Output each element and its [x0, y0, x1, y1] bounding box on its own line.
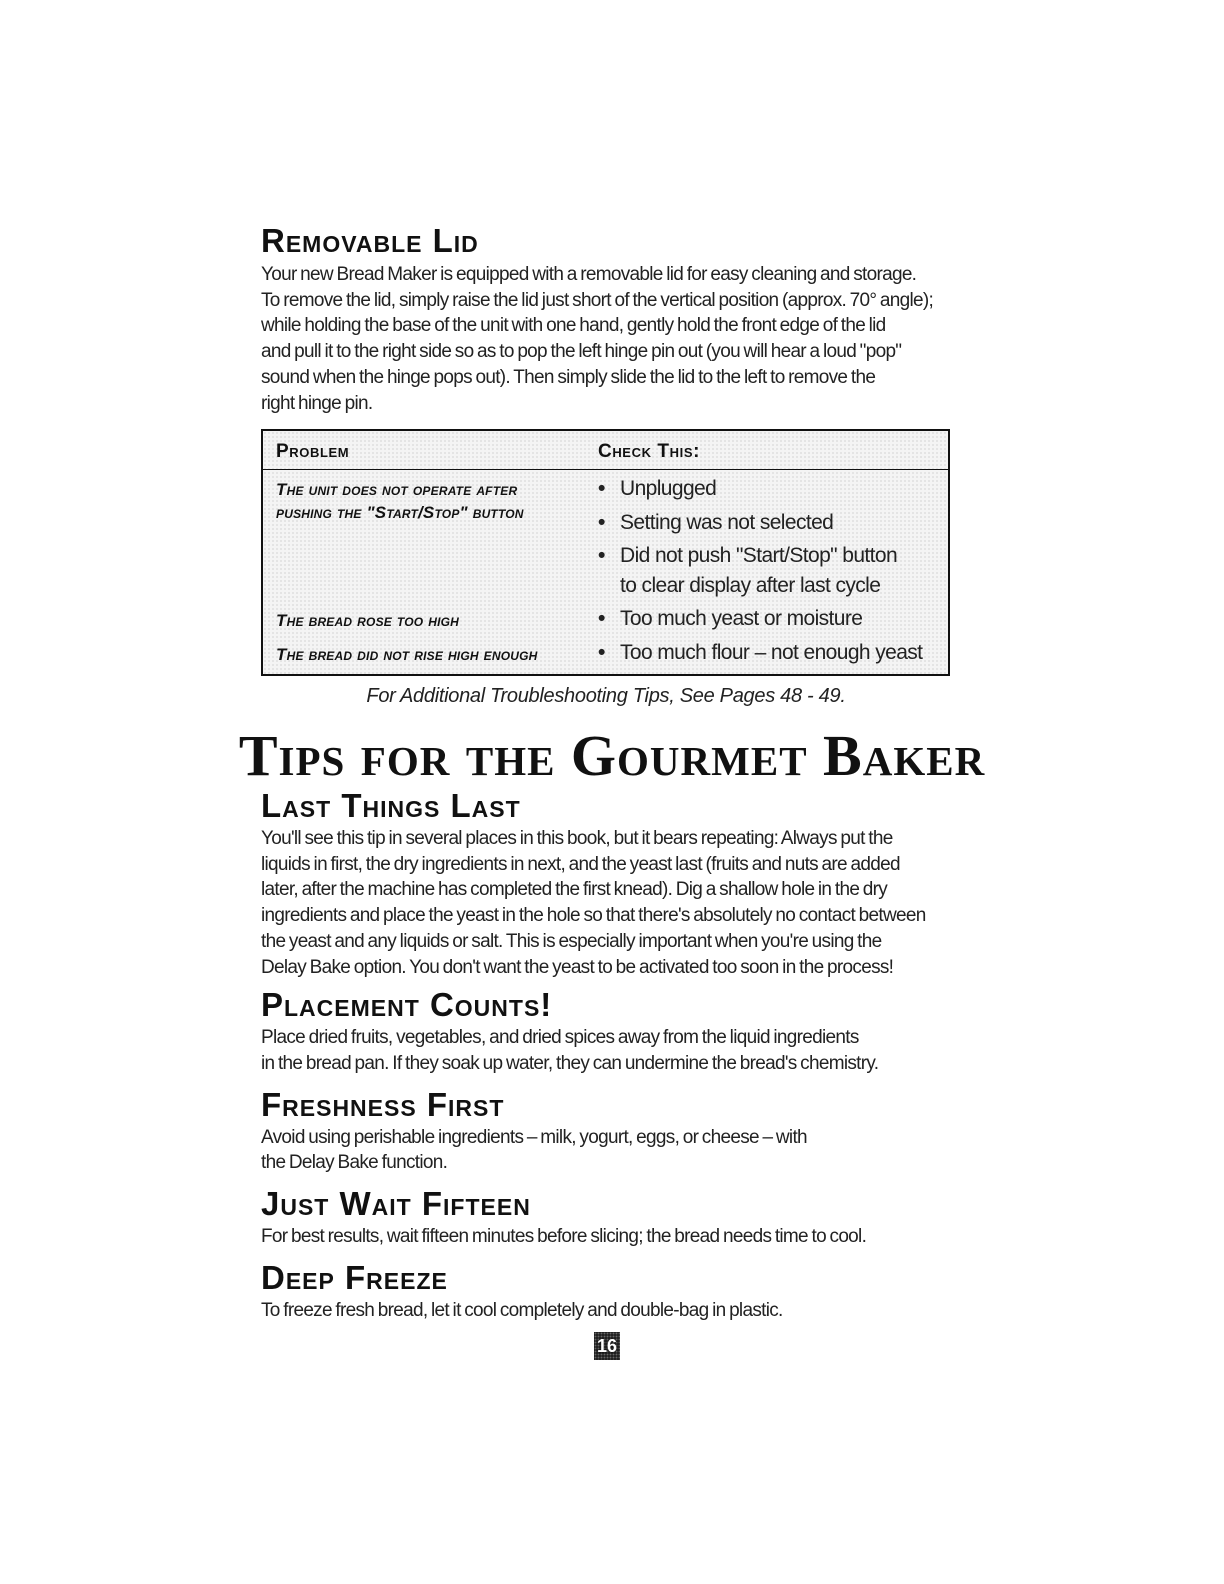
text-line: Delay Bake option. You don't want the yeast to be activated too soon in the process!	[261, 956, 894, 978]
text-line: Avoid using perishable ingredients – milk, yogurt, eggs, or cheese – with	[261, 1126, 807, 1148]
header-problem: Problem	[276, 441, 350, 462]
tip-heading: Freshness First	[261, 1085, 505, 1123]
check-item-continued	[598, 570, 880, 602]
check-text: Too much yeast or moisture	[620, 607, 863, 630]
tip-paragraph	[261, 1125, 961, 1176]
bullet-icon: •	[598, 511, 605, 534]
check-text: Too much flour – not enough yeast	[620, 641, 923, 664]
text-line: To freeze fresh bread, let it cool completely and double-bag in plastic.	[261, 1299, 783, 1321]
text-line: and pull it to the right side so as to pop the left hinge pin out (you will hear a loud "pop"	[261, 341, 902, 363]
troubleshooting-note	[0, 685, 1224, 708]
tip-freshness-first	[261, 1086, 961, 1176]
bullet-icon: •	[598, 544, 605, 567]
check-text: Setting was not selected	[620, 511, 834, 534]
tip-deep-freeze	[261, 1259, 961, 1324]
tip-last-things-last	[261, 787, 961, 980]
header-check-this: Check This:	[598, 441, 701, 462]
removable-lid-heading: Removable Lid	[261, 222, 479, 259]
tip-heading: Last Things Last	[261, 787, 521, 824]
tip-heading: Deep Freeze	[261, 1258, 448, 1296]
text-line: the Delay Bake function.	[261, 1152, 448, 1174]
text-line: liquids in first, the dry ingredients in next, and the yeast last (fruits and nuts are added	[261, 853, 900, 875]
tip-heading: Placement Counts!	[261, 986, 553, 1024]
problem-line: The unit does not operate after	[276, 480, 518, 499]
text-line: in the bread pan. If they soak up water, they can undermine the bread's chemistry.	[261, 1052, 879, 1074]
problem-line: The bread did not rise high enough	[276, 645, 538, 664]
text-line: Your new Bread Maker is equipped with a removable lid for easy cleaning and storage.	[261, 264, 917, 285]
bullet-icon: •	[598, 607, 605, 630]
problem-cell	[276, 478, 524, 524]
tip-paragraph	[261, 1224, 961, 1250]
troubleshooting-table	[261, 429, 950, 676]
check-item	[598, 507, 833, 539]
check-text: to clear display after last cycle	[620, 574, 881, 597]
tip-paragraph	[261, 1025, 961, 1076]
removable-lid-section	[261, 222, 961, 416]
tip-paragraph	[261, 1298, 961, 1324]
note-text: For Additional Troubleshooting Tips, See Pages 48 - 49.	[366, 685, 846, 707]
text-line: To remove the lid, simply raise the lid just short of the vertical position (approx. 70° angle);	[261, 289, 934, 311]
text-line: Place dried fruits, vegetables, and dried spices away from the liquid ingredients	[261, 1027, 859, 1049]
bullet-icon: •	[598, 477, 605, 500]
check-item	[598, 603, 862, 635]
check-text: Did not push "Start/Stop" button	[620, 544, 898, 567]
page-number: 16	[596, 1336, 618, 1356]
problem-cell	[276, 609, 459, 632]
bullet-icon: •	[598, 641, 605, 664]
page-title: Tips for the Gourmet Baker	[238, 723, 986, 788]
tip-just-wait-fifteen	[261, 1185, 961, 1250]
text-line: the yeast and any liquids or salt. This is especially important when you're using the	[261, 930, 882, 952]
text-line: later, after the machine has completed the first knead). Dig a shallow hole in the dry	[261, 879, 888, 901]
tip-heading: Just Wait Fifteen	[261, 1185, 531, 1223]
tip-placement-counts	[261, 986, 961, 1076]
removable-lid-paragraph	[261, 262, 961, 416]
problem-cell	[276, 643, 538, 666]
problem-line: pushing the "Start/Stop" button	[276, 503, 524, 522]
text-line: while holding the base of the unit with one hand, gently hold the front edge of the lid	[261, 315, 886, 337]
check-text: Unplugged	[620, 477, 717, 500]
check-item	[598, 473, 716, 505]
tips-section	[261, 787, 961, 1323]
text-line: You'll see this tip in several places in this book, but it bears repeating: Always put the	[261, 828, 893, 849]
table-header	[263, 431, 948, 470]
check-item	[598, 637, 922, 669]
text-line: right hinge pin.	[261, 392, 373, 414]
text-line: For best results, wait fifteen minutes before slicing; the bread needs time to cool.	[261, 1226, 867, 1248]
text-line: ingredients and place the yeast in the hole so that there's absolutely no contact between	[261, 905, 926, 927]
problem-line: The bread rose too high	[276, 611, 460, 630]
page-number-badge	[594, 1332, 620, 1360]
check-item	[598, 540, 897, 572]
text-line: sound when the hinge pops out). Then simply slide the lid to the left to remove the	[261, 366, 876, 388]
tip-paragraph	[261, 826, 961, 980]
